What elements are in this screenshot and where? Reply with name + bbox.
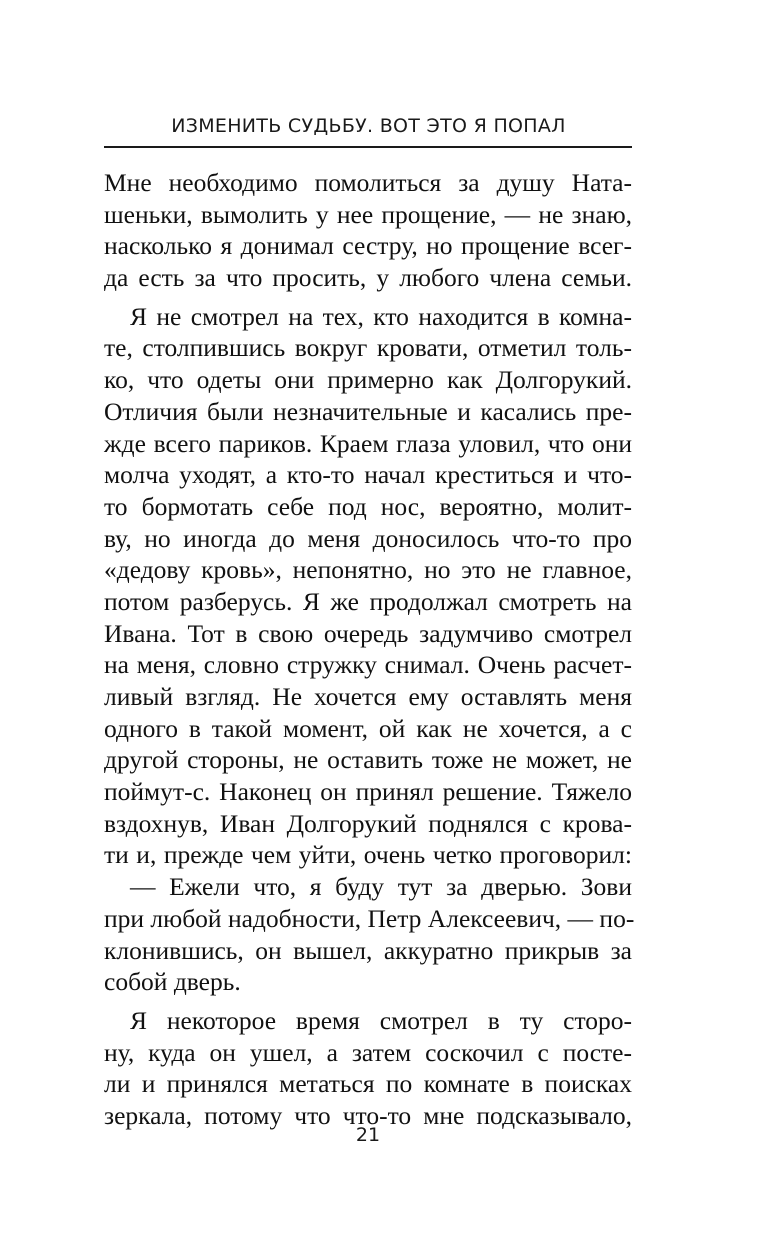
running-head: ИЗМЕНИТЬ СУДЬБУ. ВОТ ЭТО Я ПОПАЛ — [171, 115, 566, 137]
text-line: вздохнув, Иван Долгорукий поднялся с крова- — [104, 808, 632, 838]
text-line: потом разберусь. Я же продолжал смотреть на — [104, 586, 632, 616]
text-line: на меня, словно стружку снимал. Очень расчет- — [104, 650, 632, 680]
text-line: жде всего париков. Краем глаза уловил, что они — [104, 428, 632, 458]
text-line: зеркала, потому что что-то мне подсказывало, — [104, 1100, 632, 1130]
text-line: собой дверь. — [104, 967, 241, 997]
paragraph — [104, 167, 632, 294]
text-line: то бормотать себе под нос, вероятно, молит- — [104, 491, 632, 521]
paragraph — [104, 1005, 632, 1132]
paragraph-gap — [104, 998, 632, 1005]
text-line: молча уходят, а кто-то начал креститься и что- — [104, 460, 632, 490]
text-line: «дедову кровь», непонятно, но это не главное, — [104, 555, 632, 585]
text-line: Ивана. Тот в свою очередь задумчиво смотрел — [104, 618, 632, 648]
paragraph — [104, 871, 635, 998]
text-line: те, столпившись вокруг кровати, отметил толь- — [104, 333, 632, 363]
text-line: Я некоторое время смотрел в ту сторо- — [130, 1005, 632, 1035]
paragraph-gap — [104, 294, 632, 301]
header-rule — [104, 146, 632, 148]
text-line: при любой надобности, Петр Алексеевич, — по- — [104, 903, 635, 933]
text-line: насколько я донимал сестру, но прощение всег- — [104, 231, 632, 261]
text-line: ливый взгляд. Не хочется ему оставлять меня — [104, 682, 632, 711]
text-line: ну, куда он ушел, а затем соскочил с посте- — [104, 1037, 632, 1067]
text-line: — Ежели что, я буду тут за дверью. Зови — [130, 872, 632, 902]
page-number: 21 — [355, 1124, 381, 1146]
text-line: да есть за что просить, у любого члена семьи. — [104, 263, 632, 293]
text-line: другой стороны, не оставить тоже не может, не — [104, 745, 632, 775]
text-line: ву, но иногда до меня доносилось что-то про — [104, 523, 632, 553]
text-line: Мне необходимо помолиться за душу Ната- — [104, 168, 632, 197]
text-line: шеньки, вымолить у нее прощение, — не знаю, — [104, 199, 632, 229]
body-text — [104, 167, 635, 1132]
text-line: клонившись, он вышел, аккуратно прикрыв за — [104, 935, 632, 965]
paragraph — [104, 301, 632, 871]
text-line: ти и, прежде чем уйти, очень четко проговорил: — [104, 840, 632, 870]
text-line: одного в такой момент, ой как не хочется, а с — [104, 713, 632, 743]
text-line: Отличия были незначительные и касались пре- — [104, 396, 632, 426]
text-line: ко, что одеты они примерно как Долгорукий. — [104, 365, 632, 395]
text-line: Я не смотрел на тех, кто находится в комна- — [130, 301, 632, 331]
text-line: поймут-с. Наконец он принял решение. Тяжело — [104, 777, 632, 807]
text-line: ли и принялся метаться по комнате в поисках — [104, 1069, 632, 1099]
